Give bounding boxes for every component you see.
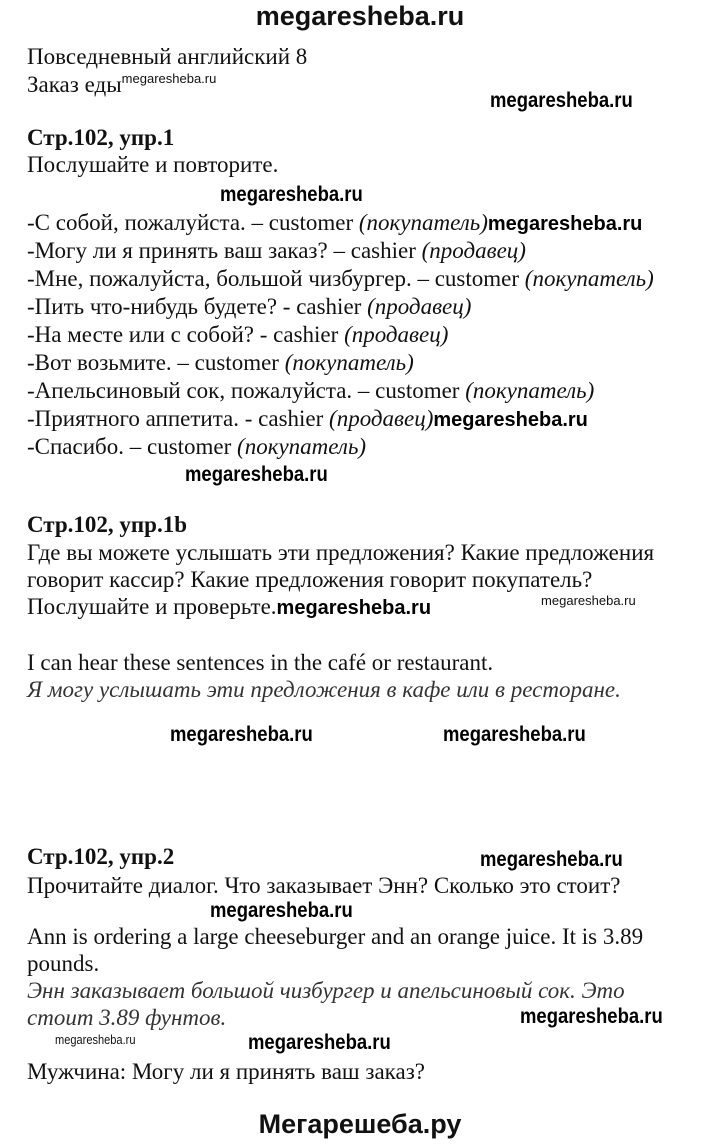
ex1-item-text: -Вот возьмите. – customer xyxy=(27,350,285,375)
watermark: megaresheba.ru xyxy=(170,723,313,746)
ex1-item-role: (покупатель) xyxy=(237,434,367,459)
ex1-item-role: (продавец) xyxy=(421,238,526,263)
watermark: megaresheba.ru xyxy=(490,89,633,112)
ex1-item-text: -С собой, пожалуйста. – customer xyxy=(27,210,359,235)
ex2-answer: pounds. xyxy=(27,951,100,976)
ex1-item-text: -Мне, пожалуйста, большой чизбургер. – customer xyxy=(27,266,525,291)
ex1-item-role: (покупатель) xyxy=(465,378,595,403)
watermark: megaresheba.ru xyxy=(220,183,363,206)
ex1-item-role: (покупатель) xyxy=(358,210,488,235)
watermark: megaresheba.ru xyxy=(248,1031,391,1054)
intro-topic: Заказ еды xyxy=(27,72,122,97)
watermark: megaresheba.ru xyxy=(433,409,588,431)
watermark: megaresheba.ru xyxy=(480,848,623,871)
ex1-item-text: -Пить что-нибудь будете? - cashier xyxy=(27,294,368,319)
intro-topic-line xyxy=(27,72,216,98)
intro-line: Повседневный английский 8 xyxy=(27,44,308,69)
ex1-item xyxy=(27,294,471,320)
ex1b-instruction: Послушайте и проверьте. xyxy=(27,594,277,619)
ex1-item-text: -Могу ли я принять ваш заказ? – cashier xyxy=(27,238,422,263)
ex1b-translation: Я могу услышать эти предложения в кафе или в ресторане. xyxy=(27,677,621,702)
watermark: megaresheba.ru xyxy=(210,899,353,922)
ex1-item xyxy=(27,266,654,292)
ex1-item xyxy=(27,350,414,376)
ex2-instruction: Прочитайте диалог. Что заказывает Энн? Сколько это стоит? xyxy=(27,873,621,898)
ex1-item xyxy=(27,322,448,348)
ex1-item xyxy=(27,210,642,237)
watermark: megaresheba.ru xyxy=(520,1005,663,1028)
ex1-item xyxy=(27,434,366,460)
watermark: megaresheba.ru xyxy=(541,593,636,608)
ex1-item xyxy=(27,406,588,433)
ex1-item-role: (покупатель) xyxy=(524,266,654,291)
ex1b-instruction: Где вы можете услышать эти предложения? Какие предложения xyxy=(27,540,655,565)
ex1-item-role: (продавец) xyxy=(367,294,472,319)
ex1-item-text: -Приятного аппетита. - cashier xyxy=(27,406,330,431)
ex1b-instruction: говорит кассир? Какие предложения говорит покупатель? xyxy=(27,567,593,592)
ex1-item xyxy=(27,378,594,404)
ex2-translation: Энн заказывает большой чизбургер и апельсиновый сок. Это xyxy=(27,978,625,1003)
watermark: megaresheba.ru xyxy=(487,213,643,235)
ex1-item-text: -Спасибо. – customer xyxy=(27,434,238,459)
ex1-item-role: (продавец) xyxy=(329,406,434,431)
ex1-item-text: -Апельсиновый сок, пожалуйста. – customer xyxy=(27,378,466,403)
ex1b-instruction-line xyxy=(27,594,636,621)
ex2-translation: стоит 3.89 фунтов. xyxy=(27,1005,227,1030)
ex2-title: Стр.102, упр.2 xyxy=(27,844,175,869)
watermark: megaresheba.ru xyxy=(443,723,586,746)
ex1-instruction: Послушайте и повторите. xyxy=(27,152,279,177)
watermark: megaresheba.ru xyxy=(185,463,328,486)
watermark: megaresheba.ru xyxy=(55,1032,136,1047)
ex1b-title: Стр.102, упр.1b xyxy=(27,512,188,537)
ex2-dialog-line: Мужчина: Могу ли я принять ваш заказ? xyxy=(27,1059,425,1084)
ex1-item-text: -На месте или с собой? - cashier xyxy=(27,322,345,347)
watermark: megaresheba.ru xyxy=(276,597,432,619)
ex1b-answer: I can hear these sentences in the café or restaurant. xyxy=(27,650,494,675)
ex2-answer: Ann is ordering a large cheeseburger and an orange juice. It is 3.89 xyxy=(27,924,644,949)
ex1-item-role: (покупатель) xyxy=(284,350,414,375)
ex1-item-role: (продавец) xyxy=(344,322,449,347)
site-footer: Мегарешеба.ру xyxy=(258,1109,462,1139)
ex1-item xyxy=(27,238,526,264)
site-header: megaresheba.ru xyxy=(255,1,465,31)
ex1-title: Стр.102, упр.1 xyxy=(27,125,175,150)
watermark: megaresheba.ru xyxy=(121,71,217,86)
